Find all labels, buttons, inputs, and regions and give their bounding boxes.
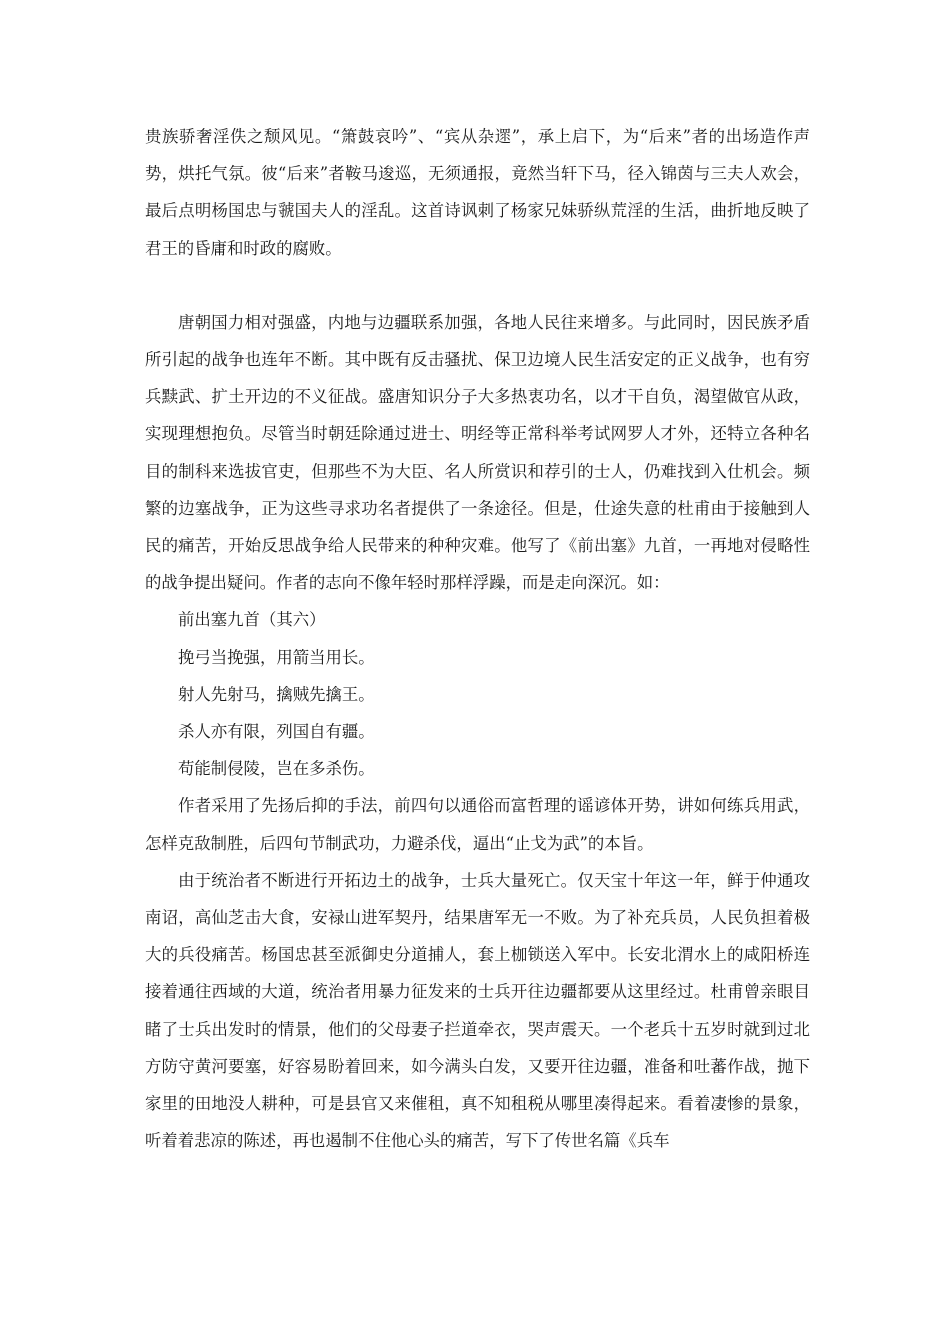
paragraph-tang-wars: 唐朝国力相对强盛，内地与边疆联系加强，各地人民往来增多。与此同时，因民族矛盾所引起的战争也连年不断。其中既有反击骚扰、保卫边境人民生活安定的正义战争，也有穷兵黩武、扩土开边的不义征战。盛唐知识分子大多热衷功名，以才干自负，渴望做官从政，实现理想抱负。尽管当时朝廷除通过进士、明经等正常科举考试网罗人才外，还特立各种名目的制科来选拔官吏，但那些不为大臣、名人所赏识和荐引的士人，仍难找到入仕机会。频繁的边塞战争，正为这些寻求功名者提供了一条途径。但是，仕途失意的杜甫由于接触到人民的痛苦，开始反思战争给人民带来的种种灾难。他写了《前出塞》九首，一再地对侵略性的战争提出疑问。作者的志向不像年轻时那样浮躁，而是走向深沉。如：: [145, 312, 810, 593]
poem-line: 杀人亦有限，列国自有疆。: [178, 722, 375, 742]
document-page: [145, 118, 810, 1159]
paragraph-gap: [145, 267, 810, 304]
poem-line: 苟能制侵陵，岂在多杀伤。: [178, 759, 375, 779]
poem-line: 射人先射马，擒贼先擒王。: [178, 684, 375, 704]
paragraph-poem-analysis: 作者采用了先扬后抑的手法，前四句以通俗而富哲理的谣谚体开势，讲如何练兵用武，怎样克敌制胜，后四句节制武功，力避杀伐，逼出“止戈为武”的本旨。: [145, 796, 810, 853]
paragraph-continued: 贵族骄奢淫佚之颓风见。“箫鼓哀吟”、“宾从杂遝”，承上启下，为“后来”者的出场造作声势，烘托气氛。彼“后来”者鞍马逡巡，无须通报，竟然当轩下马，径入锦茵与三夫人欢会，最后点明杨国忠与虢国夫人的淫乱。这首诗讽刺了杨家兄妹骄纵荒淫的生活，曲折地反映了君王的昏庸和时政的腐败。: [145, 127, 810, 258]
poem-title: 前出塞九首（其六）: [178, 610, 326, 630]
paragraph-conscription: 由于统治者不断进行开拓边土的战争，士兵大量死亡。仅天宝十年这一年，鲜于仲通攻南诏，高仙芝击大食，安禄山进军契丹，结果唐军无一不败。为了补充兵员，人民负担着极大的兵役痛苦。杨国忠甚至派御史分道捕人，套上枷锁送入军中。长安北渭水上的咸阳桥连接着通往西域的大道，统治者用暴力征发来的士兵开往边疆都要从这里经过。杜甫曾亲眼目睹了士兵出发时的情景，他们的父母妻子拦道牵衣，哭声震天。一个老兵十五岁时就到过北方防守黄河要塞，好容易盼着回来，如今满头白发，又要开往边疆，准备和吐蕃作战，抛下家里的田地没人耕种，可是县官又来催租，真不知租税从哪里凑得起来。看着凄惨的景象，听着着悲凉的陈述，再也遏制不住他心头的痛苦，写下了传世名篇《兵车: [145, 870, 810, 1151]
poem-line: 挽弓当挽强，用箭当用长。: [178, 647, 375, 667]
poem-block: [145, 601, 810, 787]
